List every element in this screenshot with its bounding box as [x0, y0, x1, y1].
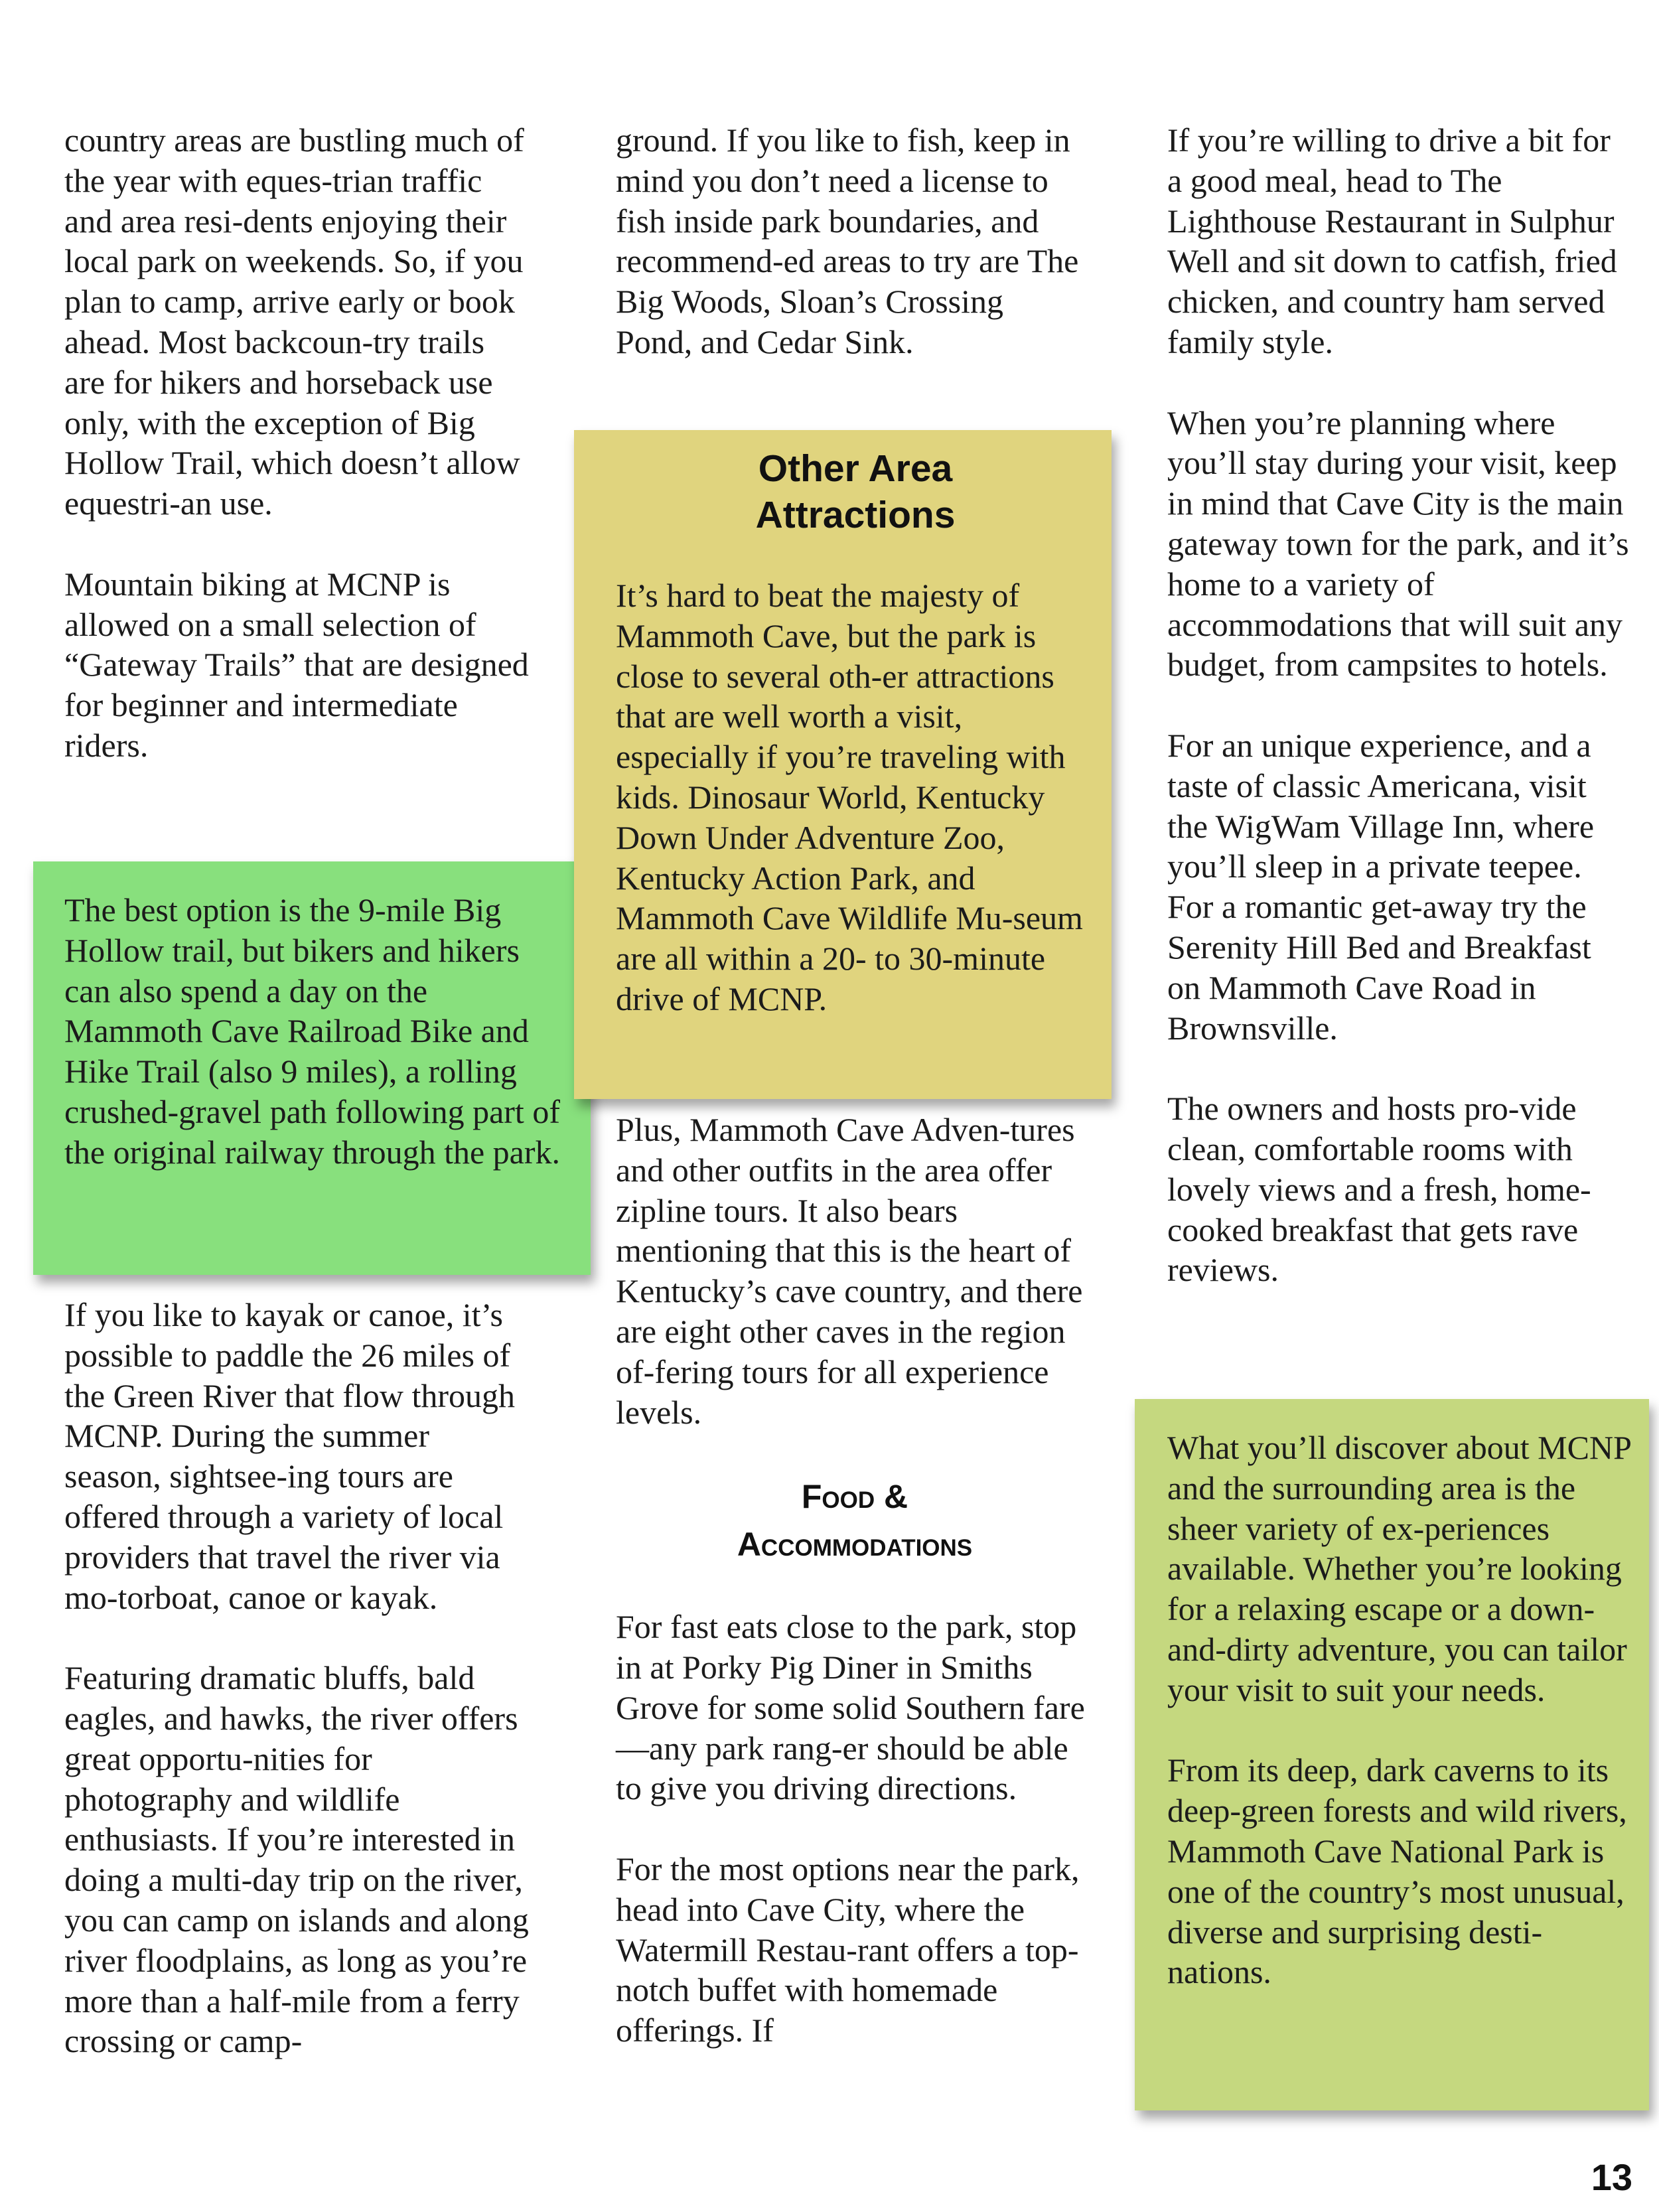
paragraph: ground. If you like to fish, keep in mind you don’t need a license to fish inside park boundaries, and recommend-ed areas to try are The Big Woods, Sloan’s Crossing Pond, and Cedar Sink.: [616, 121, 1079, 360]
paragraph: When you’re planning where you’ll stay during your visit, keep in mind that Cave City is the main gateway town for the park, and it’s home to a variety of accommodations that will suit any budget, from campsites to hotels.: [1167, 404, 1629, 684]
page-number: 13: [1591, 2156, 1632, 2198]
paragraph: For fast eats close to the park, stop in at Porky Pig Diner in Smiths Grove for some solid Southern fare—any park rang-er should be able to give you driving directions.: [616, 1608, 1085, 1807]
column-1-bottom: [64, 1295, 529, 2061]
column-2-top: [616, 120, 1080, 362]
box-title-line: Attractions: [755, 494, 956, 536]
column-1-top: [64, 120, 529, 766]
paragraph: For the most options near the park, head into Cave City, where the Watermill Restau-rant offers a top-notch buffet with homemade offerings. If: [616, 1850, 1080, 2049]
callout-text: It’s hard to beat the majesty of Mammoth Cave, but the park is close to several oth-er attractions that are well worth a visit, especially if you’re traveling with kids. Dinosaur World, Kentucky Down Under Adventure Zoo, Kentucky Action Park, and Mammoth Cave Wildlife Mu-seum are all within a 20- to 30-minute drive of MCNP.: [616, 577, 1083, 1017]
section-heading-line: Food &: [801, 1478, 908, 1516]
paragraph: The owners and hosts pro-vide clean, comfortable rooms with lovely views and a fresh, home-cooked breakfast that gets rave reviews.: [1167, 1090, 1591, 1289]
closing-callout-box: [1135, 1399, 1649, 2110]
paragraph: country areas are bustling much of the year with eques-trian traffic and area resi-dents enjoying their local park on weekends. So, if you plan to camp, arrive early or book ahead. Most backcoun-try trails are for hikers and horseback use only, with the exception of Big Hollow Trail, which doesn’t allow equestri-an use.: [64, 121, 524, 522]
callout-text: What you’ll discover about MCNP and the surrounding area is the sheer variety of ex-periences available. Whether you’re looking for a relaxing escape or a down-and-dirty adventure, you can tailor your visit to suit your needs.: [1167, 1429, 1631, 1708]
paragraph: Plus, Mammoth Cave Adven-tures and other outfits in the area offer zipline tours. It also bears mentioning that this is the heart of Kentucky’s cave country, and there are eight other caves in the region of-fering tours for all experience levels.: [616, 1111, 1083, 1431]
paragraph: If you like to kayak or canoe, it’s possible to paddle the 26 miles of the Green River that flow through MCNP. During the summer season, sightsee-ing tours are offered through a variety of local providers that travel the river via mo-torboat, canoe or kayak.: [64, 1296, 515, 1616]
green-callout-box: [33, 861, 591, 1275]
paragraph: If you’re willing to drive a bit for a good meal, head to The Lighthouse Restaurant in Sulphur Well and sit down to catfish, fried chicken, and country ham served family style.: [1167, 121, 1617, 360]
paragraph: For an unique experience, and a taste of classic Americana, visit the WigWam Village Inn, where you’ll sleep in a private teepee. For a romantic get-away try the Serenity Hill Bed and Breakfast on Mammoth Cave Road in Brownsville.: [1167, 726, 1595, 1047]
callout-text: From its deep, dark caverns to its deep-green forests and wild rivers, Mammoth Cave National Park is one of the country’s most unusual, diverse and surprising desti-nations.: [1167, 1751, 1627, 1991]
section-heading: [616, 1473, 1094, 1568]
paragraph: Mountain biking at MCNP is allowed on a small selection of “Gateway Trails” that are designed for beginner and intermediate riders.: [64, 565, 529, 764]
box-title: [616, 445, 1095, 538]
column-2-bottom: [616, 1110, 1094, 2051]
other-attractions-box: [574, 430, 1112, 1099]
paragraph: Featuring dramatic bluffs, bald eagles, and hawks, the river offers great opportu-nities for photography and wildlife enthusiasts. If you’re interested in doing a multi-day trip on the river, you can camp on islands and along river floodplains, as long as you’re more than a half-mile from a ferry crossing or camp-: [64, 1659, 529, 2060]
column-3-top: [1167, 120, 1632, 1290]
section-heading-line: Accommodations: [737, 1526, 973, 1564]
box-title-line: Other Area: [758, 447, 953, 490]
callout-text: The best option is the 9-mile Big Hollow trail, but bikers and hikers can also spend a day on the Mammoth Cave Railroad Bike and Hike Trail (also 9 miles), a rolling crushed-gravel path following part of the original railway through the park.: [64, 891, 560, 1171]
